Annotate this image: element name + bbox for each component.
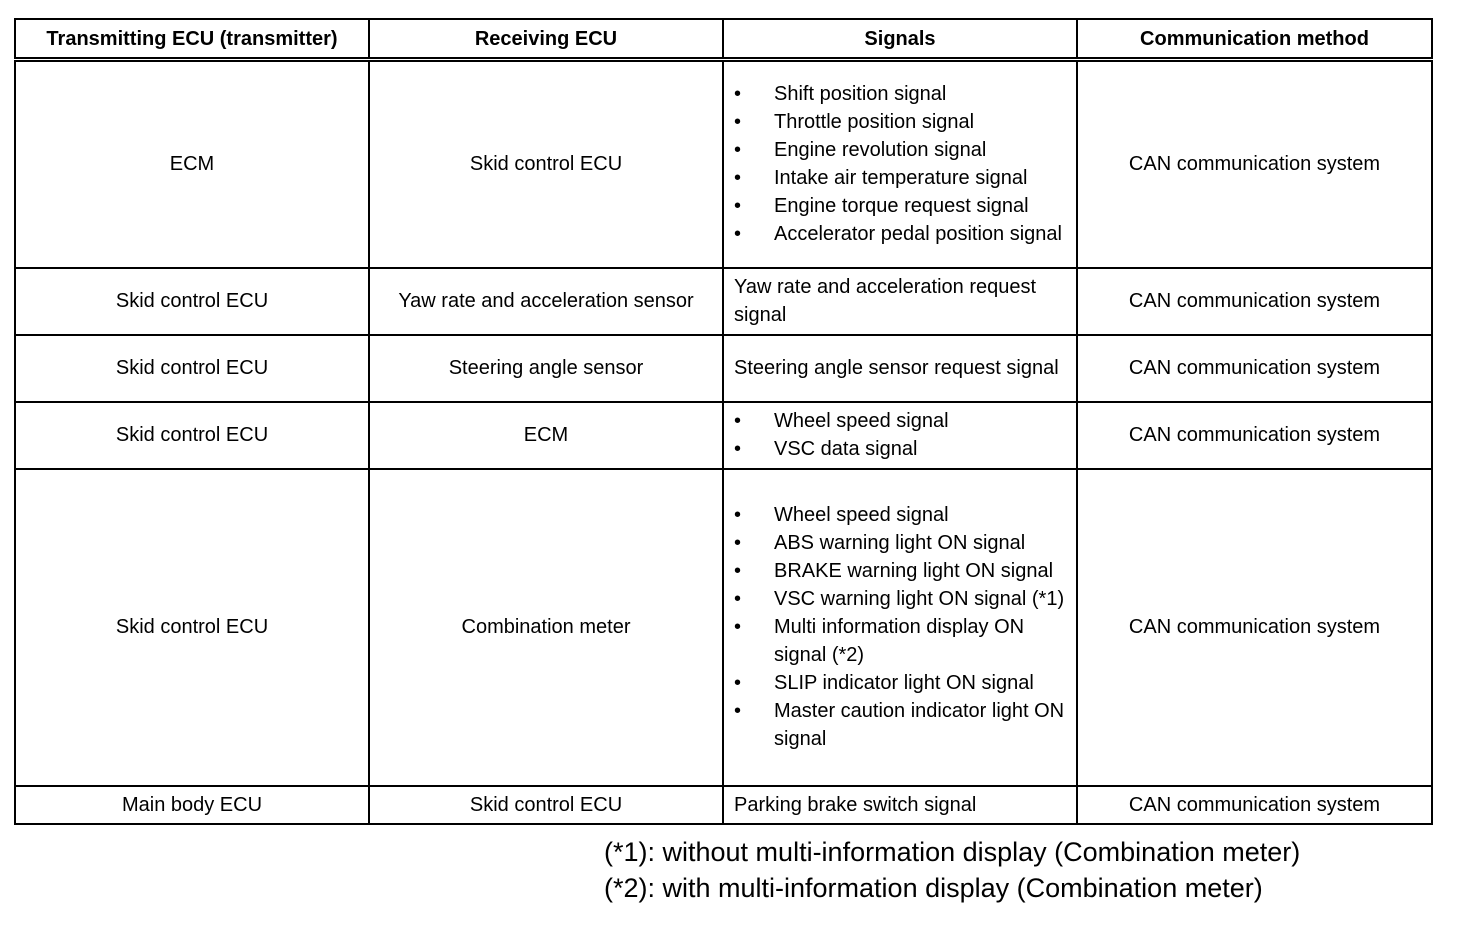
table-row: [15, 60, 1432, 268]
signal-text: Multi information display ON signal (*2): [774, 615, 1025, 666]
bullet: •: [734, 82, 742, 105]
header-method: Communication method: [1077, 19, 1432, 60]
transmitter-cell: Skid control ECU: [15, 402, 369, 469]
signals-cell: Steering angle sensor request signal: [723, 335, 1077, 402]
signal-item: [734, 80, 1068, 108]
receiver-cell: Skid control ECU: [369, 60, 723, 268]
signals-cell: Yaw rate and acceleration request signal: [723, 268, 1077, 335]
signal-text: Shift position signal: [774, 82, 947, 105]
signal-item: [734, 164, 1068, 192]
table-row: [15, 268, 1432, 335]
receiver-cell: Combination meter: [369, 469, 723, 786]
signal-text: Engine revolution signal: [774, 138, 987, 161]
bullet: •: [734, 615, 742, 638]
method-cell: CAN communication system: [1077, 469, 1432, 786]
signal-item: [734, 557, 1068, 585]
bullet: •: [734, 531, 742, 554]
signal-item: [734, 613, 1068, 669]
transmitter-cell: Skid control ECU: [15, 469, 369, 786]
signal-text: VSC data signal: [774, 437, 918, 460]
table-row: [15, 335, 1432, 402]
signal-list: [734, 501, 1068, 753]
bullet: •: [734, 671, 742, 694]
transmitter-cell: Main body ECU: [15, 786, 369, 824]
bullet: •: [734, 503, 742, 526]
bullet: •: [734, 559, 742, 582]
signal-item: [734, 407, 1068, 435]
bullet: •: [734, 222, 742, 245]
header-transmitter: Transmitting ECU (transmitter): [15, 19, 369, 60]
signal-item: [734, 529, 1068, 557]
method-cell: CAN communication system: [1077, 786, 1432, 824]
signal-item: [734, 136, 1068, 164]
signal-text: Master caution indicator light ON signal: [774, 699, 1065, 750]
signal-item: [734, 585, 1068, 613]
receiver-cell: ECM: [369, 402, 723, 469]
signal-list: [734, 407, 1068, 463]
header-receiver: Receiving ECU: [369, 19, 723, 60]
transmitter-cell: Skid control ECU: [15, 335, 369, 402]
communication-table: [14, 18, 1433, 825]
table-row: [15, 786, 1432, 824]
method-cell: CAN communication system: [1077, 335, 1432, 402]
signal-text: ABS warning light ON signal: [774, 531, 1026, 554]
signal-item: [734, 669, 1068, 697]
signal-text: Wheel speed signal: [774, 503, 949, 526]
transmitter-cell: Skid control ECU: [15, 268, 369, 335]
bullet: •: [734, 437, 742, 460]
signals-cell: Parking brake switch signal: [723, 786, 1077, 824]
signals-cell: [723, 60, 1077, 268]
table-row: [15, 402, 1432, 469]
method-cell: CAN communication system: [1077, 60, 1432, 268]
signal-item: [734, 435, 1068, 463]
signals-cell: [723, 402, 1077, 469]
signal-text: SLIP indicator light ON signal: [774, 671, 1034, 694]
signal-text: Intake air temperature signal: [774, 166, 1028, 189]
signal-item: [734, 192, 1068, 220]
bullet: •: [734, 699, 742, 722]
signal-text: Throttle position signal: [774, 110, 975, 133]
bullet: •: [734, 166, 742, 189]
receiver-cell: Skid control ECU: [369, 786, 723, 824]
bullet: •: [734, 194, 742, 217]
footnotes: [604, 834, 1300, 906]
receiver-cell: Steering angle sensor: [369, 335, 723, 402]
signal-list: [734, 80, 1068, 248]
footnote-1: (*1): without multi-information display (Combination meter): [604, 837, 1301, 867]
receiver-cell: Yaw rate and acceleration sensor: [369, 268, 723, 335]
signal-text: Wheel speed signal: [774, 409, 949, 432]
method-cell: CAN communication system: [1077, 268, 1432, 335]
transmitter-cell: ECM: [15, 60, 369, 268]
signal-text: Accelerator pedal position signal: [774, 222, 1062, 245]
table-row: [15, 469, 1432, 786]
bullet: •: [734, 409, 742, 432]
header-signals: Signals: [723, 19, 1077, 60]
table-header-row: [15, 19, 1432, 60]
bullet: •: [734, 110, 742, 133]
signal-item: [734, 697, 1068, 753]
footnote-2: (*2): with multi-information display (Combination meter): [604, 873, 1263, 903]
signal-text: BRAKE warning light ON signal: [774, 559, 1054, 582]
signal-text: Engine torque request signal: [774, 194, 1029, 217]
signal-text: VSC warning light ON signal (*1): [774, 587, 1065, 610]
bullet: •: [734, 587, 742, 610]
method-cell: CAN communication system: [1077, 402, 1432, 469]
signal-item: [734, 220, 1068, 248]
signal-item: [734, 501, 1068, 529]
signal-item: [734, 108, 1068, 136]
signals-cell: [723, 469, 1077, 786]
bullet: •: [734, 138, 742, 161]
